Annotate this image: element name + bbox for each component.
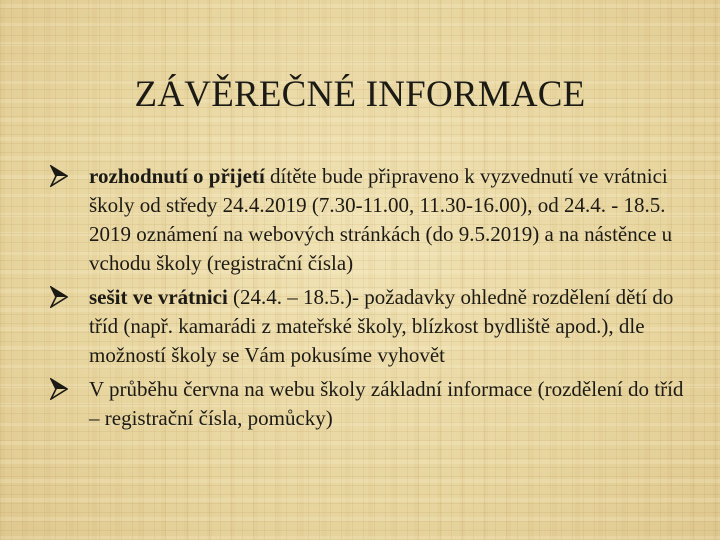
bullet-item bbox=[50, 283, 690, 370]
slide-title: ZÁVĚREČNÉ INFORMACE bbox=[134, 74, 586, 115]
bullet-item bbox=[50, 375, 690, 433]
bullet-text: V průběhu června na webu školy základní informace (rozdělení do tříd – registrační čísla, pomůcky) bbox=[89, 377, 684, 430]
bullet-text: (24.4. – 18.5.)- požadavky ohledně rozdělení dětí do tříd (např. kamarádi z mateřské školy, blízkost bydliště apod.), dle možností školy se Vám pokusíme vyhovět bbox=[89, 285, 674, 367]
arrowhead-bullet-icon bbox=[50, 286, 68, 308]
arrowhead-bullet-icon bbox=[50, 378, 68, 400]
arrowhead-bullet-icon bbox=[50, 165, 68, 187]
bullet-item bbox=[50, 162, 690, 278]
bullet-emphasis: sešit ve vrátnici bbox=[89, 285, 228, 309]
bullet-emphasis: rozhodnutí o přijetí bbox=[89, 164, 265, 188]
bullet-list bbox=[50, 162, 690, 438]
bullet-text: dítěte bude připraveno k vyzvednutí ve vrátnici školy od středy 24.4.2019 (7.30-11.00, 11.30-16.00), od 24.4. - 18.5. 2019 oznámení na webových stránkách (do 9.5.2019) a na nástěnce u vchodu školy (registrační čísla) bbox=[89, 164, 673, 275]
